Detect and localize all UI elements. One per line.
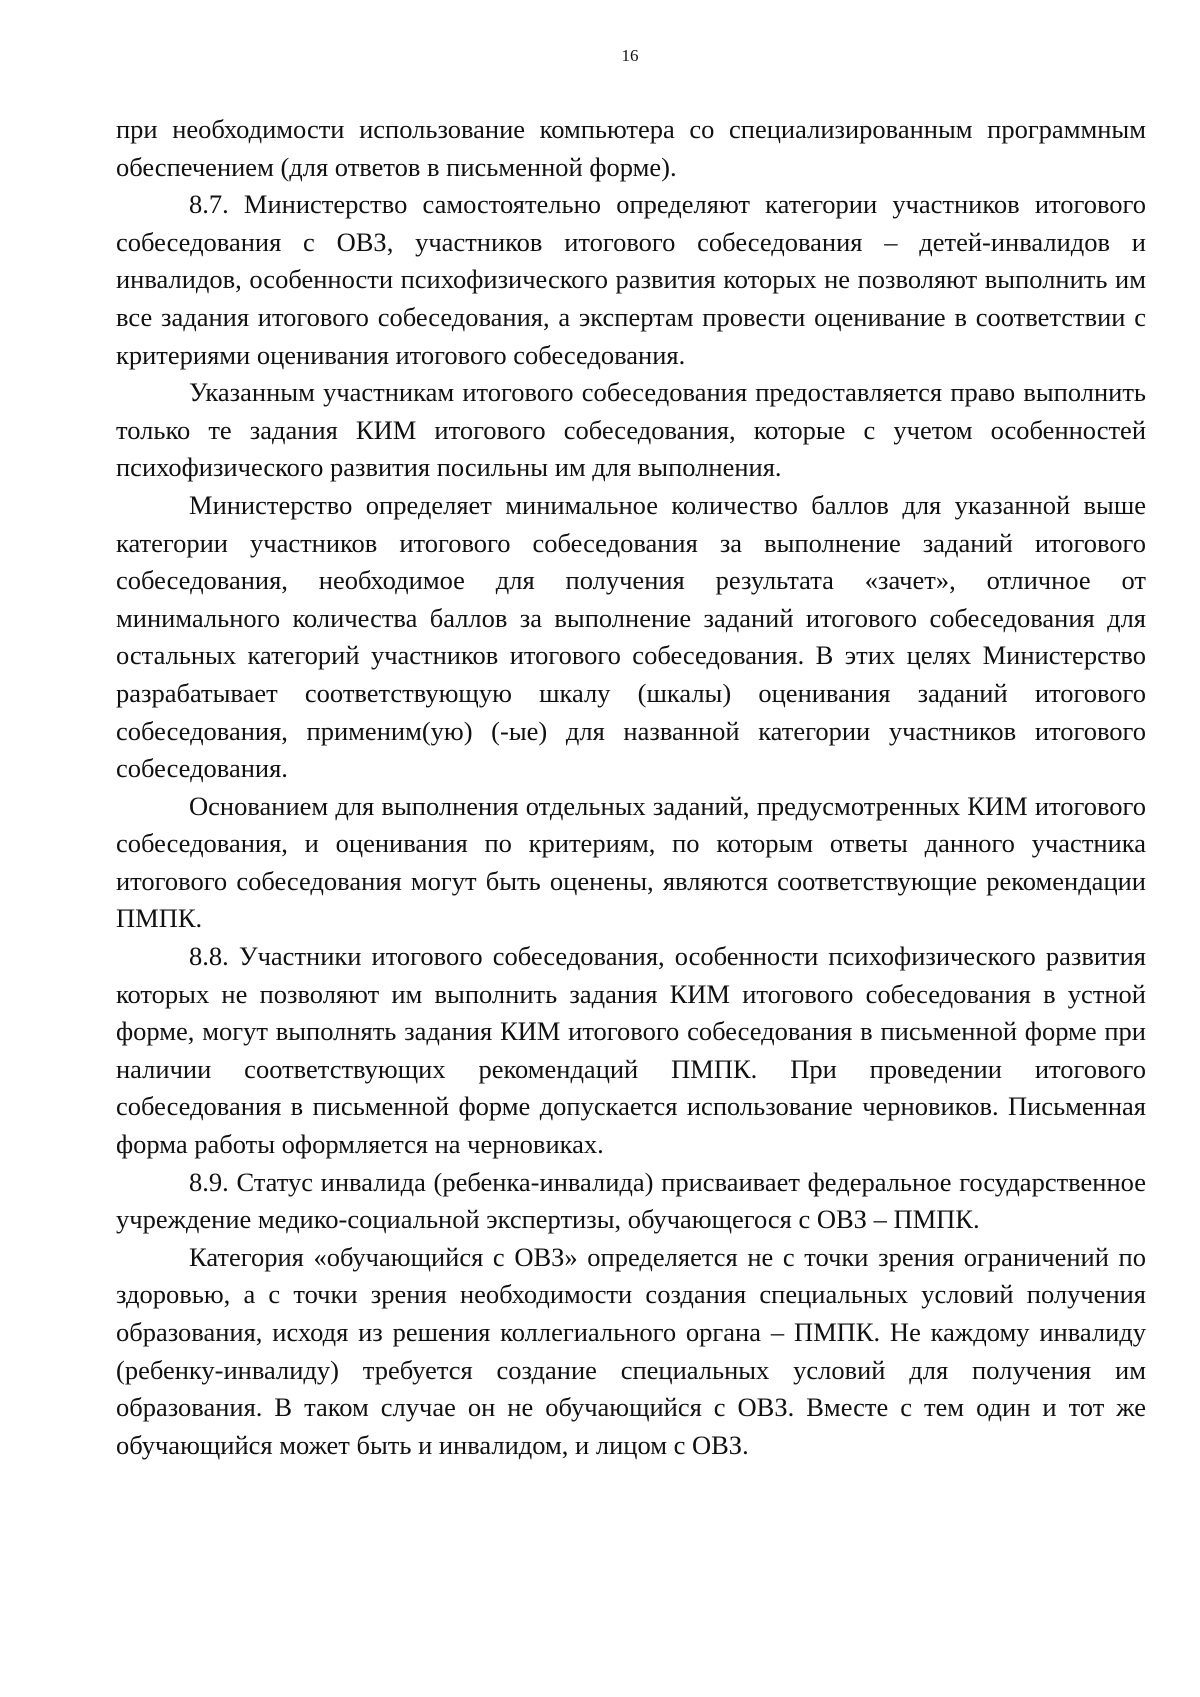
page-number: 16	[621, 46, 639, 65]
paragraph-8-7: 8.7. Министерство самостоятельно определяют категории участников итогового собеседования с ОВЗ, участников итогового собеседования – детей-инвалидов и инвалидов, особенности психофизического развития которых не позволяют выполнить им все задания итогового собеседования, а экспертам провести оценивание в соответствии с критериями оценивания итогового собеседования.	[116, 189, 1146, 370]
paragraph-category: Категория «обучающийся с ОВЗ» определяется не с точки зрения ограничений по здоровью, а с точки зрения необходимости создания специальных условий получения образования, исходя из решения коллегиального органа – ПМПК. Не каждому инвалиду (ребенку-инвалиду) требуется создание специальных условий для получения им образования. В таком случае он не обучающийся с ОВЗ. Вместе с тем один и тот же обучающийся может быть и инвалидом, и лицом с ОВЗ.	[116, 1241, 1146, 1460]
document-body	[116, 111, 1146, 1464]
paragraph-8-9: 8.9. Статус инвалида (ребенка-инвалида) присваивает федеральное государственное учреждение медико-социальной экспертизы, обучающегося с ОВЗ – ПМПК.	[116, 1166, 1146, 1235]
paragraph-minimum-score: Министерство определяет минимальное количество баллов для указанной выше категории участников итогового собеседования за выполнение заданий итогового собеседования, необходимое для получения результата «зачет», отличное от минимального количества баллов за выполнение заданий итогового собеседования для остальных категорий участников итогового собеседования. В этих целях Министерство разрабатывает соответствующую шкалу (шкалы) оценивания заданий итогового собеседования, применим(ую) (-ые) для названной категории участников итогового собеседования.	[116, 489, 1146, 784]
paragraph-tasks-right: Указанным участникам итогового собеседования предоставляется право выполнить только те задания КИМ итогового собеседования, которые с учетом особенностей психофизического развития посильны им для выполнения.	[116, 377, 1146, 483]
paragraph-8-8: 8.8. Участники итогового собеседования, особенности психофизического развития которых не позволяют им выполнить задания КИМ итогового собеседования в устной форме, могут выполнять задания КИМ итогового собеседования в письменной форме при наличии соответствующих рекомендаций ПМПК. При проведении итогового собеседования в письменной форме допускается использование черновиков. Письменная форма работы оформляется на черновиках.	[116, 941, 1146, 1160]
paragraph-continuation: при необходимости использование компьютера со специализированным программным обеспечением (для ответов в письменной форме).	[116, 114, 1146, 182]
paragraph-basis: Основанием для выполнения отдельных заданий, предусмотренных КИМ итогового собеседования, и оценивания по критериям, по которым ответы данного участника итогового собеседования могут быть оценены, являются соответствующие рекомендации ПМПК.	[116, 790, 1146, 934]
